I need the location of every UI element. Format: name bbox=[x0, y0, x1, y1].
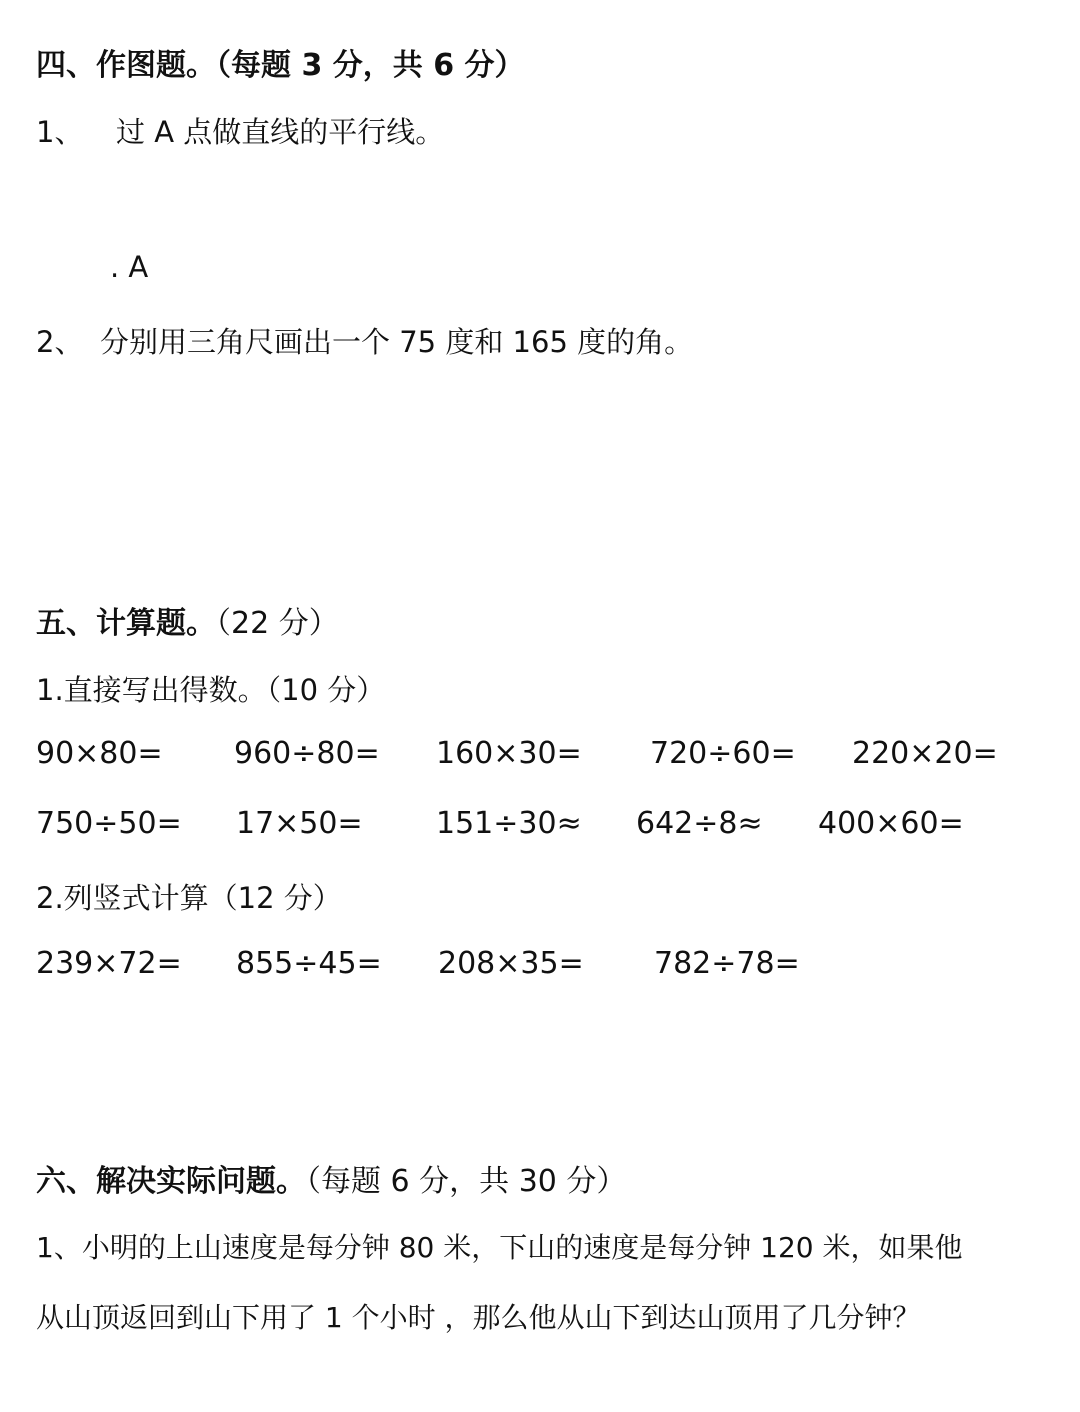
section6-note: （每题 6 分，共 30 分） bbox=[306, 1164, 627, 1199]
calc-item: 220×20= bbox=[852, 736, 998, 771]
calc-item: 782÷78= bbox=[654, 946, 800, 981]
calc-row-1 bbox=[0, 736, 1080, 776]
section6-title: 六、解决实际问题。 bbox=[36, 1164, 306, 1199]
calc-item: 208×35= bbox=[438, 946, 584, 981]
section4-title: 四、作图题。 bbox=[36, 48, 216, 83]
section5-title: 五、计算题。 bbox=[36, 606, 216, 641]
calc-item: 90×80= bbox=[36, 736, 163, 771]
section4-question-1 bbox=[36, 110, 444, 151]
section4-heading bbox=[36, 40, 525, 84]
section6-question-1-line2: 从山顶返回到山下用了 1 个小时 ，那么他从山下到达山顶用了几分钟？ bbox=[36, 1301, 921, 1334]
calc-row-2 bbox=[0, 806, 1080, 846]
section6-heading bbox=[36, 1156, 626, 1200]
section5-heading bbox=[36, 598, 339, 642]
calc-row-3 bbox=[0, 946, 1080, 986]
question-number: 2、 bbox=[36, 325, 84, 359]
section4-note: （每题 3 分，共 6 分） bbox=[216, 48, 525, 83]
question-text: 过 A 点做直线的平行线。 bbox=[116, 115, 445, 149]
calc-item: 17×50= bbox=[236, 806, 363, 841]
calc-item: 720÷60= bbox=[650, 736, 796, 771]
calc-item: 160×30= bbox=[436, 736, 582, 771]
calc-item: 750÷50= bbox=[36, 806, 182, 841]
section4-question-2 bbox=[36, 320, 693, 361]
calc-item: 960÷80= bbox=[234, 736, 380, 771]
section6-question-1-line1: 1、小明的上山速度是每分钟 80 米，下山的速度是每分钟 120 米，如果他 bbox=[36, 1231, 963, 1264]
calc-item: 151÷30≈ bbox=[436, 806, 582, 841]
calc-item: 642÷8≈ bbox=[636, 806, 763, 841]
section5-part2-label: 2.列竖式计算（12 分） bbox=[36, 881, 342, 915]
section5-note: （22 分） bbox=[216, 606, 339, 641]
question-text: 分别用三角尺画出一个 75 度和 165 度的角。 bbox=[100, 325, 694, 359]
calc-item: 239×72= bbox=[36, 946, 182, 981]
calc-item: 400×60= bbox=[818, 806, 964, 841]
section5-part1-label: 1.直接写出得数。（10 分） bbox=[36, 673, 386, 707]
point-a-label: . A bbox=[110, 250, 149, 284]
calc-item: 855÷45= bbox=[236, 946, 382, 981]
question-number: 1、 bbox=[36, 115, 84, 149]
